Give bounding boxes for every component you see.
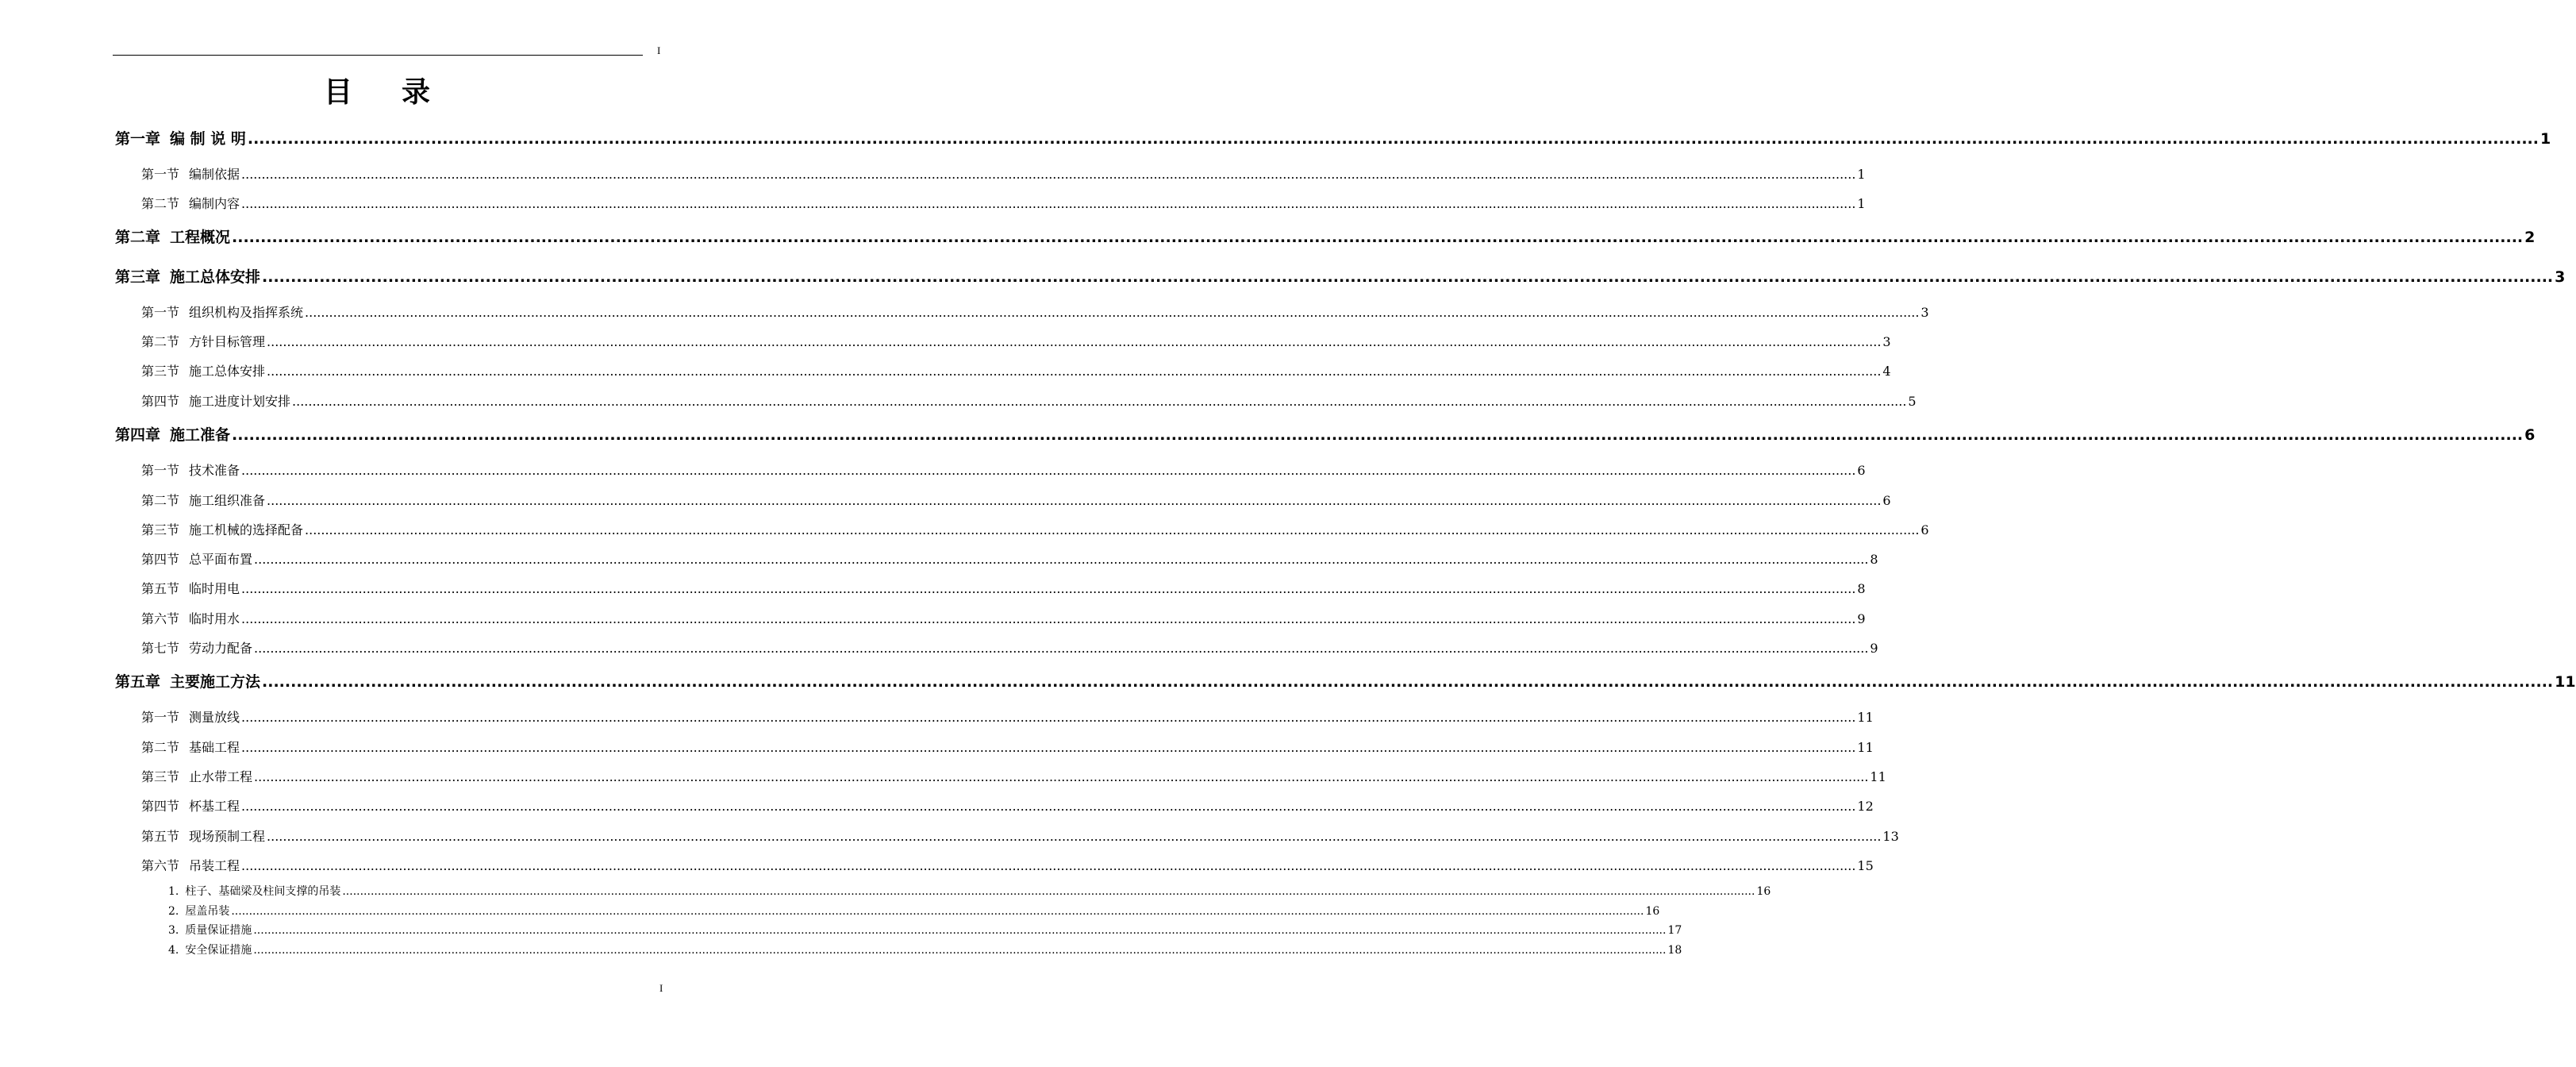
toc-entry-sub[interactable] xyxy=(168,883,1771,899)
toc-leader-dots: ................................................................................................................................................................................................................................................................................................................................................................................................................ xyxy=(253,924,1667,937)
toc-entry-title: 施工进度计划安排 xyxy=(189,394,291,409)
toc-entry-section[interactable] xyxy=(141,738,1874,756)
toc-leader-dots: ................................................................................................................................................................................................................................................................................................................................................................................................................ xyxy=(254,641,1869,656)
toc-entry-title: 总平面布置 xyxy=(189,552,253,567)
toc-entry-number: 第一节 xyxy=(141,463,180,478)
toc-entry-number: 第二章 xyxy=(115,229,161,246)
toc-entry-section[interactable] xyxy=(141,549,1878,568)
toc-leader-dots: ................................................................................................................................................................................................................................................................................................................................................................................................................ xyxy=(254,552,1869,567)
toc-entry-label xyxy=(141,579,240,597)
toc-entry-page: 3 xyxy=(2555,268,2566,286)
toc-entry-page: 5 xyxy=(1908,394,1917,409)
toc-entry-number: 第二节 xyxy=(141,334,180,349)
toc-entry-page: 9 xyxy=(1870,641,1878,656)
toc-entry-title: 施工总体安排 xyxy=(170,268,261,286)
toc-entry-label xyxy=(115,225,230,247)
toc-entry-sub[interactable] xyxy=(168,903,1660,919)
toc-entry-number: 第四节 xyxy=(141,799,180,814)
toc-entry-page: 15 xyxy=(1857,858,1874,873)
toc-entry-page: 3 xyxy=(1920,305,1929,320)
toc-leader-dots: ................................................................................................................................................................................................................................................................................................................................................................................................................ xyxy=(241,799,1856,814)
toc-entry-label xyxy=(115,423,230,445)
toc-entry-title: 编 制 说 明 xyxy=(170,130,246,148)
toc-entry-number: 第一节 xyxy=(141,167,180,182)
toc-entry-page: 11 xyxy=(1870,769,1886,784)
toc-leader-dots: ................................................................................................................................................................................................................................................................................................................................................................................................................ xyxy=(241,710,1856,725)
toc-entry-number: 第四节 xyxy=(141,394,180,409)
toc-entry-label xyxy=(141,520,303,538)
toc-entry-section[interactable] xyxy=(141,361,1891,379)
toc-entry-title: 安全保证措施 xyxy=(185,944,252,957)
toc-entry-section[interactable] xyxy=(141,707,1874,726)
toc-leader-dots: ................................................................................................................................................................................................................................................................................................................................................................................................................ xyxy=(232,426,2524,444)
toc-entry-number: 第五节 xyxy=(141,829,180,844)
toc-entry-page: 11 xyxy=(2555,673,2576,691)
toc-entry-page: 16 xyxy=(1645,905,1660,918)
toc-entry-title: 劳动力配备 xyxy=(189,641,253,656)
toc-entry-label xyxy=(141,391,290,410)
toc-entry-title: 主要施工方法 xyxy=(170,673,261,691)
toc-entry-chapter[interactable] xyxy=(115,265,2566,287)
toc-entry-number: 第三节 xyxy=(141,769,180,784)
toc-entry-title: 测量放线 xyxy=(189,710,240,725)
toc-entry-label xyxy=(141,707,240,726)
toc-entry-number: 第六节 xyxy=(141,611,180,626)
toc-entry-section[interactable] xyxy=(141,638,1878,657)
toc-entry-title: 现场预制工程 xyxy=(189,829,266,844)
toc-entry-label xyxy=(141,609,240,627)
toc-entry-page: 6 xyxy=(1882,493,1891,508)
toc-leader-dots: ................................................................................................................................................................................................................................................................................................................................................................................................................ xyxy=(241,196,1856,211)
toc-entry-page: 1 xyxy=(1857,196,1866,211)
toc-entry-page: 9 xyxy=(1857,611,1866,626)
toc-entry-chapter[interactable] xyxy=(115,670,2576,691)
toc-entry-number: 第二节 xyxy=(141,740,180,755)
toc-entry-section[interactable] xyxy=(141,796,1874,815)
toc-entry-title: 编制依据 xyxy=(189,167,240,182)
toc-entry-number: 第四章 xyxy=(115,426,161,444)
toc-entry-title: 编制内容 xyxy=(189,196,240,211)
toc-leader-dots: ................................................................................................................................................................................................................................................................................................................................................................................................................ xyxy=(262,673,2554,691)
toc-entry-number: 第四节 xyxy=(141,552,180,567)
toc-entry-label xyxy=(141,491,265,509)
toc-entry-title: 技术准备 xyxy=(189,463,240,478)
toc-entry-number: 第三章 xyxy=(115,268,161,286)
toc-entry-number: 4. xyxy=(168,944,179,957)
toc-entry-title: 方针目标管理 xyxy=(189,334,266,349)
toc-entry-number: 第二节 xyxy=(141,493,180,508)
toc-entry-section[interactable] xyxy=(141,579,1866,597)
toc-entry-title: 施工总体安排 xyxy=(189,364,266,379)
toc-entry-section[interactable] xyxy=(141,491,1891,509)
toc-entry-section[interactable] xyxy=(141,826,1899,845)
toc-entry-number: 2. xyxy=(168,905,179,918)
toc-entry-label xyxy=(141,796,240,815)
toc-entry-page: 8 xyxy=(1857,581,1866,596)
toc-entry-title: 施工准备 xyxy=(170,426,231,444)
toc-leader-dots: ................................................................................................................................................................................................................................................................................................................................................................................................................ xyxy=(232,229,2524,246)
toc-entry-label xyxy=(168,903,229,919)
toc-entry-title: 施工组织准备 xyxy=(189,493,266,508)
toc-entry-number: 第三节 xyxy=(141,364,180,379)
toc-entry-title: 吊装工程 xyxy=(189,858,240,873)
toc-leader-dots: ................................................................................................................................................................................................................................................................................................................................................................................................................ xyxy=(267,829,1882,844)
toc-leader-dots: ................................................................................................................................................................................................................................................................................................................................................................................................................ xyxy=(241,740,1856,755)
toc-entry-section[interactable] xyxy=(141,856,1874,874)
toc-entry-label xyxy=(141,302,303,321)
toc-entry-page: 12 xyxy=(1857,799,1874,814)
page-title xyxy=(0,70,754,110)
toc-entry-page: 17 xyxy=(1667,924,1682,937)
toc-leader-dots: ................................................................................................................................................................................................................................................................................................................................................................................................................ xyxy=(267,364,1882,379)
toc-leader-dots: ................................................................................................................................................................................................................................................................................................................................................................................................................ xyxy=(267,493,1882,508)
toc-entry-chapter[interactable] xyxy=(115,127,2551,148)
toc-entry-page: 16 xyxy=(1756,885,1771,898)
toc-entry-number: 第二节 xyxy=(141,196,180,211)
toc-entry-number: 第五节 xyxy=(141,581,180,596)
toc-entry-section[interactable] xyxy=(141,164,1866,183)
toc-entry-chapter[interactable] xyxy=(115,225,2536,247)
toc-leader-dots: ................................................................................................................................................................................................................................................................................................................................................................................................................ xyxy=(267,334,1882,349)
toc-entry-title: 临时用水 xyxy=(189,611,240,626)
toc-entry-page: 2 xyxy=(2524,229,2536,246)
toc-entry-label xyxy=(168,883,340,899)
toc-entry-label xyxy=(141,638,252,657)
toc-entry-label xyxy=(141,856,240,874)
toc-entry-title: 杯基工程 xyxy=(189,799,240,814)
toc-entry-page: 4 xyxy=(1882,364,1891,379)
toc-entry-number: 第七节 xyxy=(141,641,180,656)
toc-leader-dots: ................................................................................................................................................................................................................................................................................................................................................................................................................ xyxy=(253,944,1667,957)
toc-entry-page: 6 xyxy=(1920,522,1929,537)
toc-entry-title: 柱子、基础梁及柱间支撑的吊装 xyxy=(185,885,341,898)
toc-entry-title: 施工机械的选择配备 xyxy=(189,522,304,537)
toc-entry-title: 临时用电 xyxy=(189,581,240,596)
toc-entry-number: 1. xyxy=(168,885,179,898)
toc-entry-label xyxy=(141,460,240,479)
toc-entry-number: 第一节 xyxy=(141,710,180,725)
toc-entry-label xyxy=(168,942,252,957)
toc-entry-page: 11 xyxy=(1857,740,1874,755)
toc-entry-sub[interactable] xyxy=(168,942,1682,957)
toc-entry-title: 屋盖吊装 xyxy=(185,905,230,918)
toc-entry-section[interactable] xyxy=(141,302,1929,321)
toc-entry-section[interactable] xyxy=(141,391,1917,410)
toc-entry-chapter[interactable] xyxy=(115,423,2536,445)
toc-entry-sub[interactable] xyxy=(168,922,1682,938)
toc-entry-page: 6 xyxy=(2524,426,2536,444)
toc-entry-title: 工程概况 xyxy=(170,229,231,246)
toc-entry-label xyxy=(168,922,252,938)
toc-leader-dots: ................................................................................................................................................................................................................................................................................................................................................................................................................ xyxy=(241,463,1856,478)
toc-entry-label xyxy=(141,826,265,845)
header-rule xyxy=(113,55,643,56)
toc-leader-dots: ................................................................................................................................................................................................................................................................................................................................................................................................................ xyxy=(262,268,2554,286)
toc-entry-section[interactable] xyxy=(141,332,1891,350)
header-page-number: I xyxy=(657,44,661,56)
toc-entry-label xyxy=(141,164,240,183)
toc-entry-label xyxy=(141,194,240,212)
toc-entry-page: 11 xyxy=(1857,710,1874,725)
toc-leader-dots: ................................................................................................................................................................................................................................................................................................................................................................................................................ xyxy=(241,167,1856,182)
toc-entry-label xyxy=(141,738,240,756)
toc-entry-section[interactable] xyxy=(141,609,1866,627)
toc-leader-dots: ................................................................................................................................................................................................................................................................................................................................................................................................................ xyxy=(247,130,2539,148)
toc-entry-number: 第三节 xyxy=(141,522,180,537)
toc-entry-page: 6 xyxy=(1857,463,1866,478)
toc-leader-dots: ................................................................................................................................................................................................................................................................................................................................................................................................................ xyxy=(305,522,1920,537)
toc-entry-section[interactable] xyxy=(141,520,1929,538)
toc-leader-dots: ................................................................................................................................................................................................................................................................................................................................................................................................................ xyxy=(241,611,1856,626)
toc-entry-label xyxy=(141,767,252,785)
toc-entry-page: 8 xyxy=(1870,552,1878,567)
toc-entry-page: 3 xyxy=(1882,334,1891,349)
toc-leader-dots: ................................................................................................................................................................................................................................................................................................................................................................................................................ xyxy=(231,905,1644,918)
toc-entry-number: 3. xyxy=(168,924,179,937)
toc-leader-dots: ................................................................................................................................................................................................................................................................................................................................................................................................................ xyxy=(241,581,1856,596)
toc-entry-label xyxy=(141,549,252,568)
toc-entry-number: 第一节 xyxy=(141,305,180,320)
toc-entry-label xyxy=(141,361,265,379)
toc-entry-label xyxy=(115,127,246,148)
toc-entry-number: 第五章 xyxy=(115,673,161,691)
toc-leader-dots: ................................................................................................................................................................................................................................................................................................................................................................................................................ xyxy=(292,394,1907,409)
toc-entry-title: 基础工程 xyxy=(189,740,240,755)
toc-entry-page: 1 xyxy=(2539,130,2551,148)
title-char-1: 目 xyxy=(323,76,352,109)
toc-entry-section[interactable] xyxy=(141,460,1866,479)
footer-page-number: I xyxy=(659,982,663,994)
toc-entry-title: 止水带工程 xyxy=(189,769,253,784)
toc-leader-dots: ................................................................................................................................................................................................................................................................................................................................................................................................................ xyxy=(241,858,1856,873)
toc-entry-number: 第一章 xyxy=(115,130,161,148)
toc-entry-title: 组织机构及指挥系统 xyxy=(189,305,304,320)
title-char-2: 录 xyxy=(402,76,431,109)
toc-leader-dots: ................................................................................................................................................................................................................................................................................................................................................................................................................ xyxy=(254,769,1869,784)
toc-entry-page: 1 xyxy=(1857,167,1866,182)
toc-leader-dots: ................................................................................................................................................................................................................................................................................................................................................................................................................ xyxy=(342,885,1755,898)
toc-entry-section[interactable] xyxy=(141,767,1886,785)
toc-entry-page: 18 xyxy=(1667,944,1682,957)
toc-entry-page: 13 xyxy=(1882,829,1899,844)
toc-entry-title: 质量保证措施 xyxy=(185,924,252,937)
toc-entry-label xyxy=(115,265,260,287)
toc-entry-label xyxy=(141,332,265,350)
toc-entry-label xyxy=(115,670,260,691)
toc-leader-dots: ................................................................................................................................................................................................................................................................................................................................................................................................................ xyxy=(305,305,1920,320)
toc-entry-number: 第六节 xyxy=(141,858,180,873)
toc-entry-section[interactable] xyxy=(141,194,1866,212)
